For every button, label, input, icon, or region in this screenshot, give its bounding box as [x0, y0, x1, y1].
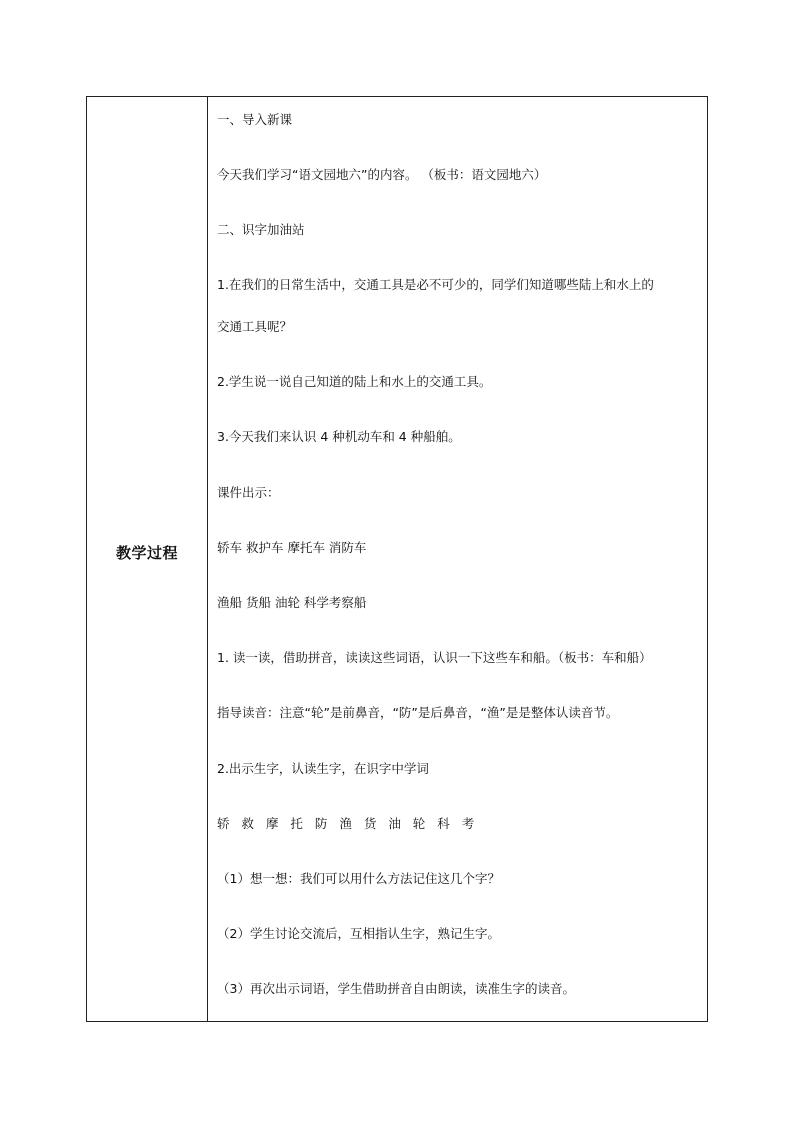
content-line: 今天我们学习“语文园地六”的内容。 （板书：语文园地六） — [217, 167, 547, 182]
content-line: 1.在我们的日常生活中，交通工具是必不可少的，同学们知道哪些陆上和水上的 — [217, 277, 654, 292]
content-line: 2.出示生字，认读生字，在识字中学词 — [217, 761, 429, 776]
content-line: 3.今天我们来认识 4 种机动车和 4 种船舶。 — [217, 429, 461, 444]
column-divider — [207, 97, 208, 1021]
content-line: 2.学生说一说自己知道的陆上和水上的交通工具。 — [217, 374, 492, 389]
ship-word-list: 渔船 货船 油轮 科学考察船 — [217, 595, 367, 610]
content-line: 1. 读一读，借助拼音，读读这些词语，认识一下这些车和船。（板书：车和船） — [217, 650, 652, 665]
section-heading-intro: 一、导入新课 — [217, 112, 293, 127]
content-line: 指导读音：注意“轮”是前鼻音，“防”是后鼻音，“渔”是是整体认读音节。 — [217, 705, 619, 720]
content-line: （2）学生讨论交流后，互相指认生字，熟记生字。 — [217, 926, 500, 941]
vehicle-word-list: 轿车 救护车 摩托车 消防车 — [217, 540, 367, 555]
lesson-table — [86, 96, 708, 1022]
section-heading-literacy: 二、识字加油站 — [217, 222, 305, 237]
new-character-list: 轿 救 摩 托 防 渔 货 油 轮 科 考 — [217, 816, 479, 831]
content-line: 交通工具呢？ — [217, 319, 293, 334]
content-line: （1）想一想：我们可以用什么方法记住这几个字？ — [217, 871, 500, 886]
content-line: 课件出示： — [217, 485, 280, 500]
content-line: （3）再次出示词语，学生借助拼音自由朗读，读准生字的读音。 — [217, 981, 575, 996]
row-label: 教学过程 — [115, 544, 178, 562]
